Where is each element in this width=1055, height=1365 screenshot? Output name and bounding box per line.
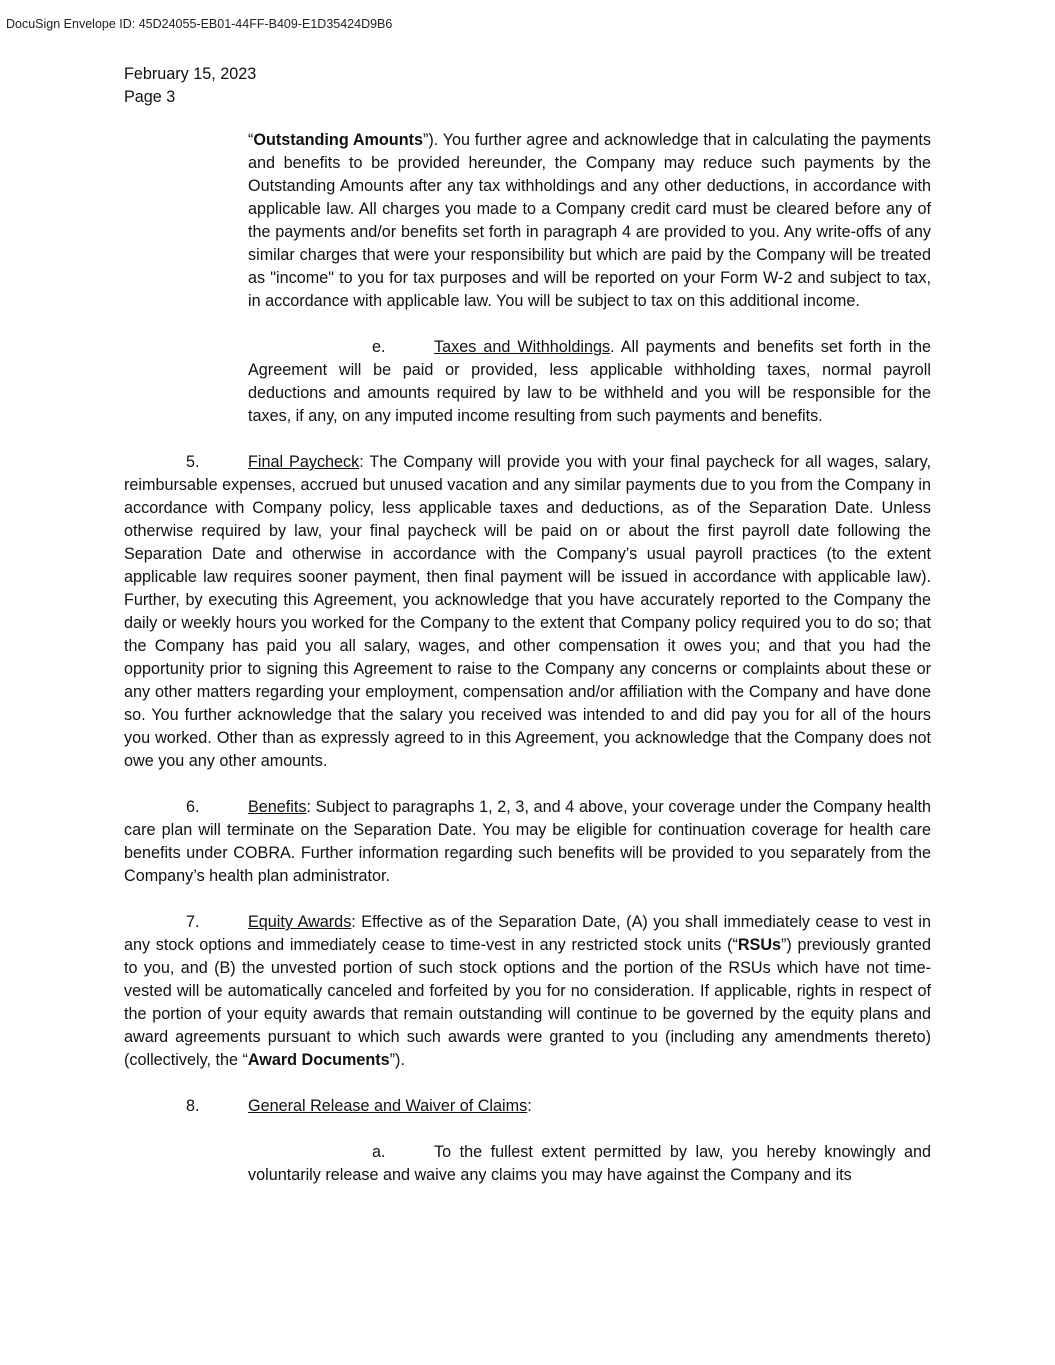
paragraph-title: General Release and Waiver of Claims — [248, 1097, 528, 1115]
paragraph-text: ”). — [389, 1051, 405, 1069]
paragraph-title: Equity Awards — [248, 913, 352, 931]
paragraph-4d-continued — [248, 129, 931, 313]
paragraph-text: ”) previously granted to you, and (B) the unvested portion of such stock options and the portion of the RSUs which have not time-vested will be automatically canceled and forfeited by you for no consideration. If applicable, rights in respect of the portion of your equity awards that remain outstanding will continue to be governed by the equity plans and award agreements pursuant to which such awards were granted to you (including any amendments thereto) (collectively, the “ — [124, 936, 931, 1069]
paragraph-title: Final Paycheck — [248, 453, 360, 471]
paragraph-number: 6. — [186, 798, 200, 816]
paragraph-7 — [124, 911, 931, 1072]
paragraph-number: 7. — [186, 913, 200, 931]
subparagraph-label: a. — [372, 1143, 386, 1161]
paragraph-number: 8. — [186, 1097, 200, 1115]
paragraph-number: 5. — [186, 453, 200, 471]
defined-term-outstanding-amounts: Outstanding Amounts — [253, 131, 423, 149]
docusign-envelope-id: DocuSign Envelope ID: 45D24055-EB01-44FF-B409-E1D35424D9B6 — [6, 17, 393, 31]
open-quote: “ — [248, 131, 254, 149]
paragraph-text: : Subject to paragraphs 1, 2, 3, and 4 above, your coverage under the Company health care plan will terminate on the Separation Date. You may be eligible for continuation coverage for health care benefits under COBRA. Further information regarding such benefits will be provided to you separately from the Company’s health plan administrator. — [124, 798, 931, 885]
paragraph-text: ”). You further agree and acknowledge that in calculating the payments and benefits to be provided hereunder, the Company may reduce such payments by the Outstanding Amounts after any tax withholdings and any other deductions, in accordance with applicable law. All charges you made to a Company credit card must be cleared before any of the payments and/or benefits set forth in paragraph 4 are provided to you. Any write-offs of any similar charges that were your responsibility but which are paid by the Company will be treated as "income" to you for tax purposes and will be reported on your Form W-2 and subject to tax, in accordance with applicable law. You will be subject to tax on this additional income. — [248, 131, 932, 310]
paragraph-text: . All payments and benefits set forth in the Agreement will be paid or provided, less applicable withholding taxes, normal payroll deductions and amounts required by law to be withheld and you will be responsible for the taxes, if any, on any imputed income resulting from such payments and benefits. — [248, 338, 931, 425]
letter-date: February 15, 2023 — [124, 65, 257, 83]
defined-term-rsus: RSUs — [737, 936, 782, 954]
paragraph-8 — [124, 1095, 931, 1118]
paragraph-6 — [124, 796, 931, 888]
paragraph-text: : Effective as of the Separation Date, (A) you shall immediately cease to vest in any stock options and immediately cease to time-vest in any restricted stock units (“ — [124, 913, 932, 954]
defined-term-award-documents: Award Documents — [247, 1051, 390, 1069]
document-body — [124, 129, 931, 1210]
paragraph-8a — [248, 1141, 931, 1187]
page-number: Page 3 — [124, 88, 176, 106]
paragraph-title: Benefits — [248, 798, 307, 816]
paragraph-text: : The Company will provide you with your final paycheck for all wages, salary, reimbursable expenses, accrued but unused vacation and any similar payments due to you from the Company in accordance with Company policy, less applicable taxes and deductions, as of the Separation Date. Unless otherwise required by law, your final paycheck will be paid on or about the first payroll date following the Separation Date and otherwise in accordance with the Company’s usual payroll practices (to the extent applicable law requires sooner payment, then final payment will be issued in accordance with applicable law). Further, by executing this Agreement, you acknowledge that you have accurately reported to the Company the daily or weekly hours you worked for the Company to the extent that Company policy required you to do so; that the Company has paid you all salary, wages, and other compensation it owes you; and that you had the opportunity prior to signing this Agreement to raise to the Company any concerns or complaints about these or any other matters regarding your employment, compensation and/or affiliation with the Company and have done so. You further acknowledge that the salary you received was intended to and did pay you for all of the hours you worked. Other than as expressly agreed to in this Agreement, you acknowledge that the Company does not owe you any other amounts. — [124, 453, 931, 770]
paragraph-text: : — [527, 1097, 532, 1115]
subparagraph-title: Taxes and Withholdings — [434, 338, 611, 356]
paragraph-5 — [124, 451, 931, 773]
paragraph-text: To the fullest extent permitted by law, you hereby knowingly and voluntarily release and waive any claims you may have against the Company and its — [248, 1143, 931, 1184]
letter-header — [124, 63, 256, 109]
paragraph-4e — [248, 336, 931, 428]
subparagraph-label: e. — [372, 338, 386, 356]
